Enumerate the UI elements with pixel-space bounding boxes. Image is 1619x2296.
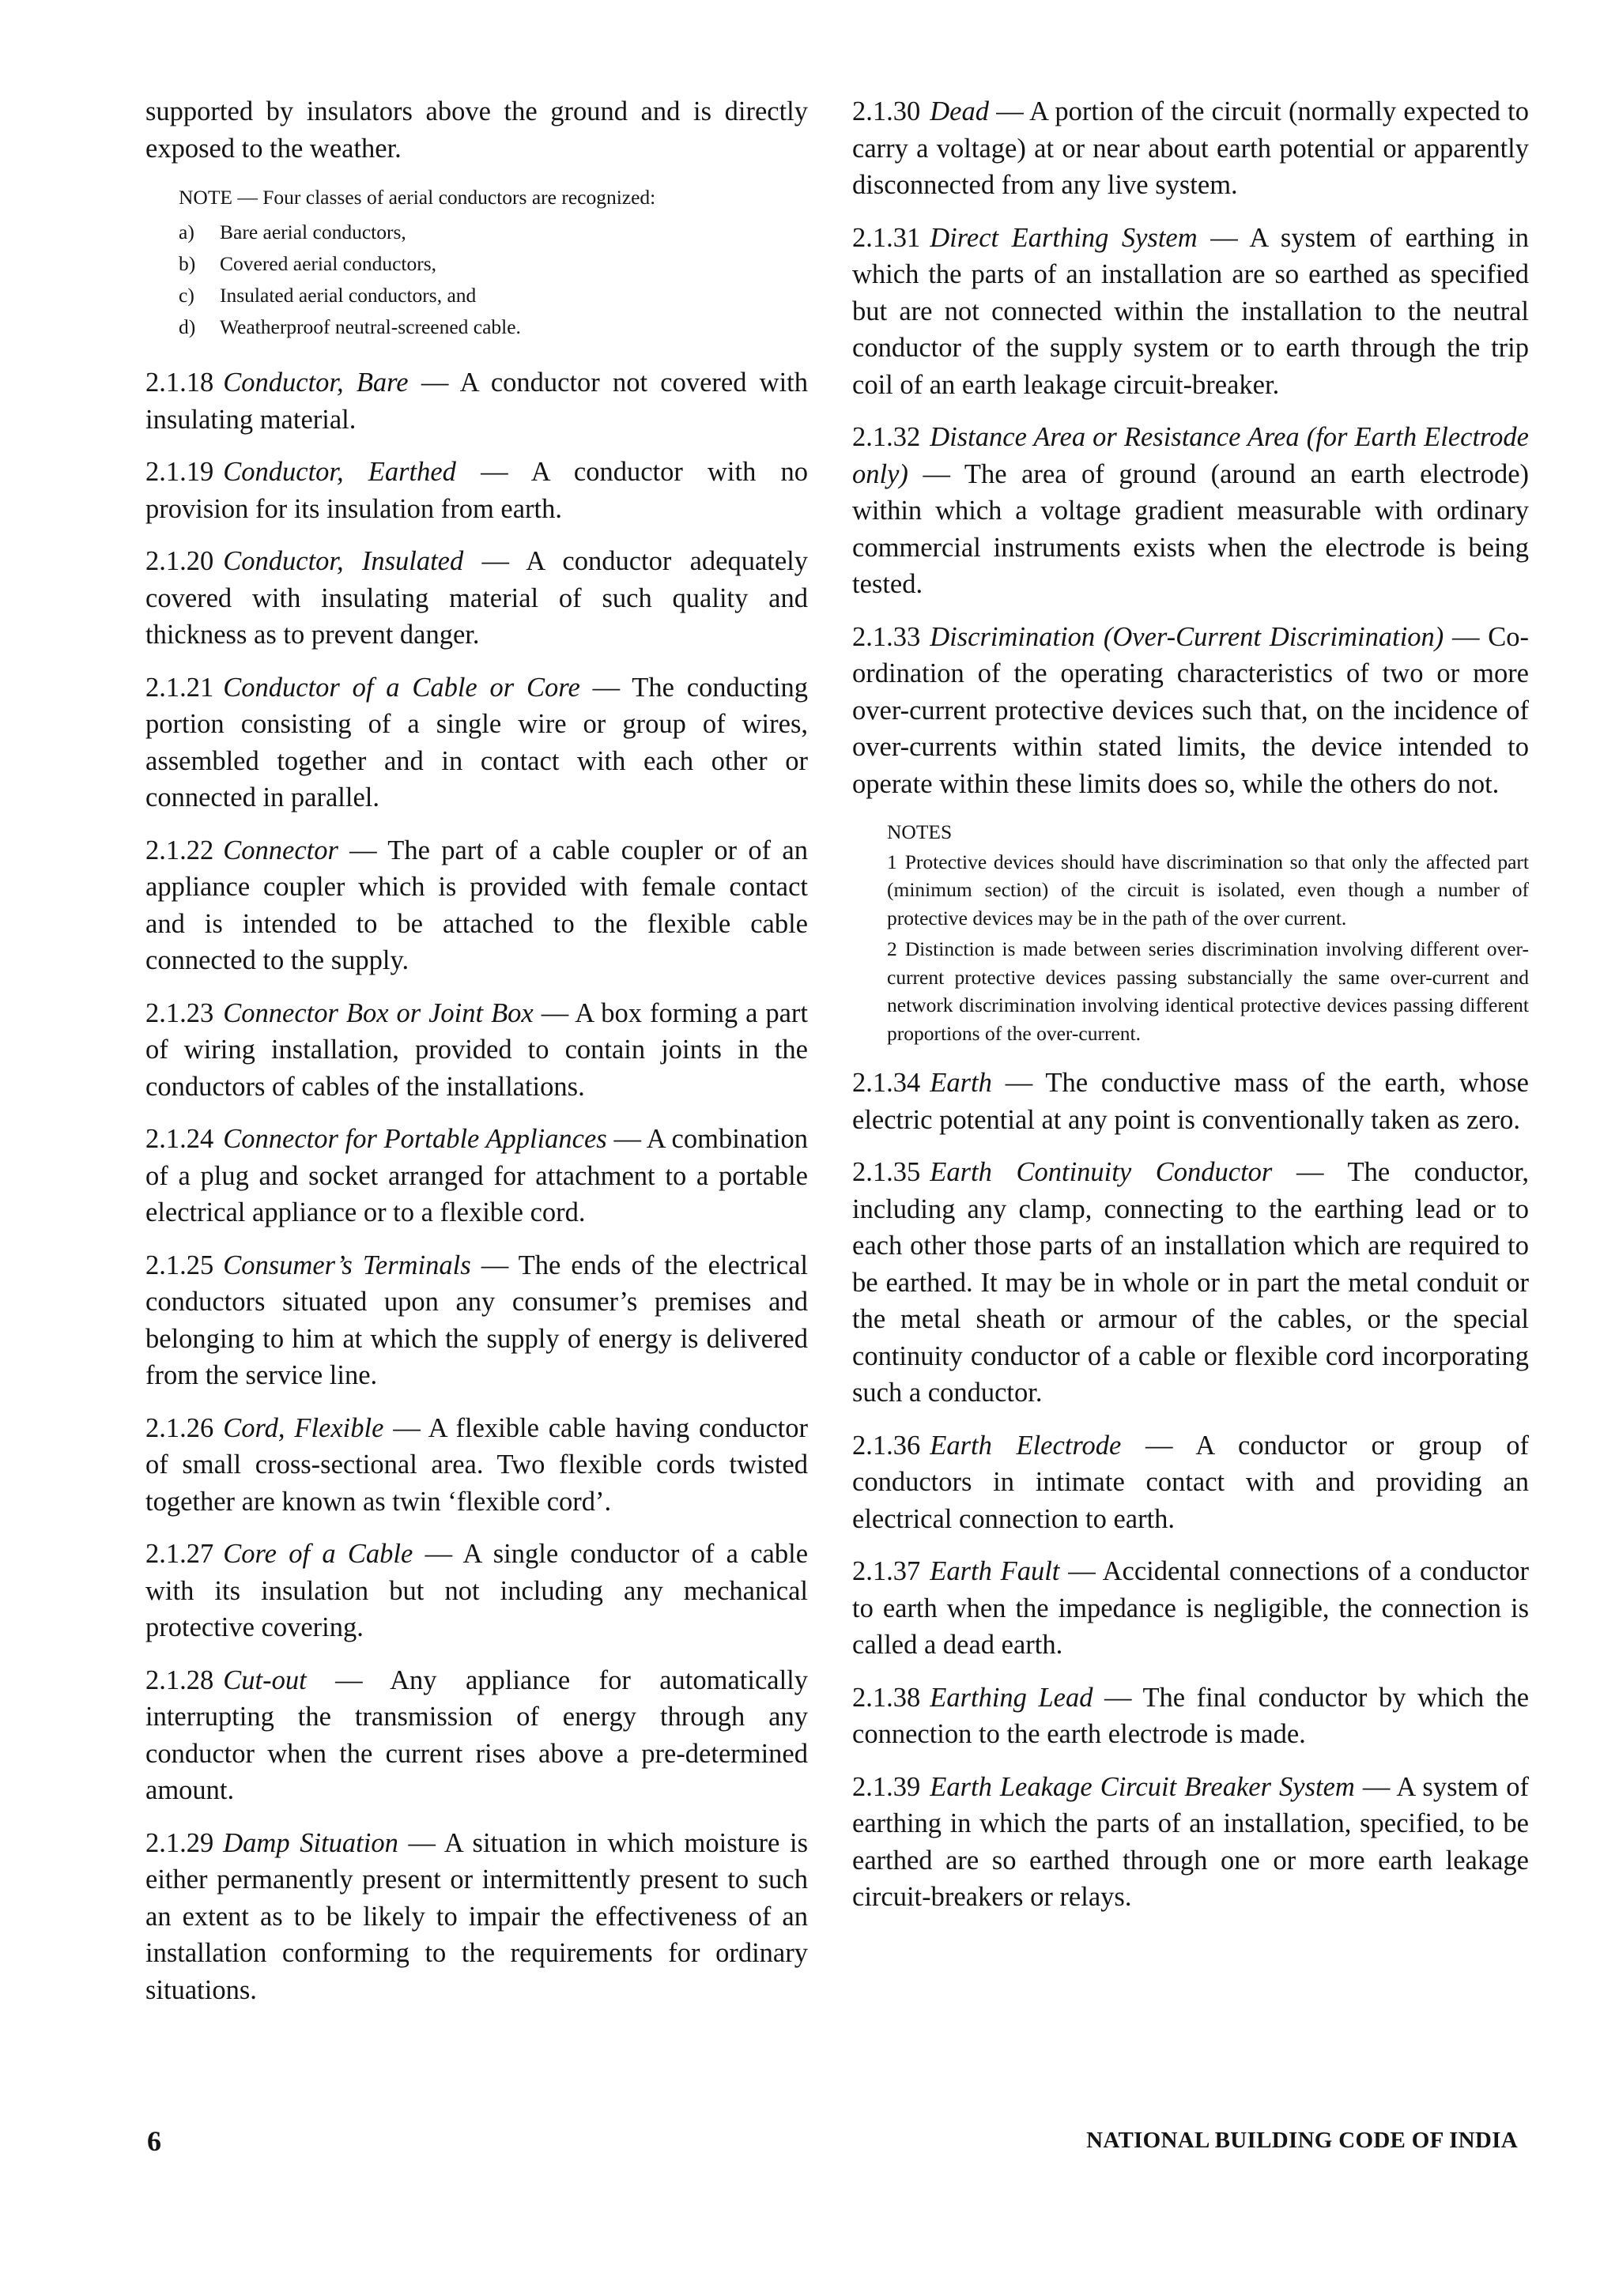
clause-text: — A system of earthing in which the parts of an installation, specified, to be earthed are so earthed through one or more earth leakage circuit-breakers or relays. bbox=[852, 1771, 1530, 1912]
clause-number: 2.1.38 bbox=[852, 1682, 921, 1713]
clause-term: Connector bbox=[223, 835, 338, 865]
clause-term: Direct Earthing System bbox=[930, 222, 1198, 253]
running-title: NATIONAL BUILDING CODE OF INDIA bbox=[1086, 2128, 1518, 2153]
note-1 bbox=[887, 848, 1529, 933]
note-item-text: Insulated aerial conductors, and bbox=[220, 284, 477, 307]
right-clauses-after-notes bbox=[852, 1065, 1529, 1916]
clause-text: — Any appliance for automatically interrupting the transmission of energy through any conductor when the current rises above a pre-determined amount. bbox=[145, 1665, 808, 1805]
clause-text: — A portion of the circuit (normally expected to carry a voltage) at or near about earth potential or apparently disconnected from any live system. bbox=[852, 96, 1530, 200]
clause-2-1-25 bbox=[145, 1247, 808, 1394]
note-item bbox=[179, 249, 808, 279]
clause-2-1-20 bbox=[145, 543, 808, 654]
clause-term: Earth Leakage Circuit Breaker System bbox=[930, 1771, 1355, 1802]
clause-number: 2.1.31 bbox=[852, 222, 921, 253]
clause-2-1-24 bbox=[145, 1121, 808, 1231]
note-item-text: Weatherproof neutral-screened cable. bbox=[220, 315, 521, 338]
clause-term: Earth bbox=[930, 1068, 992, 1098]
clause-term: Cut-out bbox=[223, 1665, 307, 1695]
note-item bbox=[179, 217, 808, 247]
note-number: 1 bbox=[887, 850, 897, 873]
clause-text: — Co-ordination of the operating characteristics of two or more over-current protective devices such that, on the incidence of over-currents within stated limits, the device intended to operate within these limits does so, while the others do not. bbox=[852, 621, 1529, 799]
note-heading: NOTE — Four classes of aerial conductors are recognized: bbox=[179, 186, 656, 209]
clause-text: — A conductor or group of conductors in intimate contact with and providing an electrical connection to earth. bbox=[852, 1430, 1529, 1534]
clause-text: — A box forming a part of wiring installation, provided to contain joints in the conductors of cables of the installations. bbox=[145, 997, 808, 1102]
clause-text: — A conductor adequately covered with insulating material of such quality and thickness as to prevent danger. bbox=[145, 546, 808, 650]
note-number: 2 bbox=[887, 937, 897, 960]
clause-number: 2.1.35 bbox=[852, 1157, 921, 1187]
clause-text: — The ends of the electrical conductors situated upon any consumer’s premises and belonging to him at which the supply of energy is delivered from the service line. bbox=[145, 1250, 809, 1390]
clause-term: Earth Fault bbox=[930, 1556, 1060, 1586]
aerial-conductor-note bbox=[145, 183, 808, 342]
clause-text: — A flexible cable having conductor of small cross-sectional area. Two flexible cords twisted together are known as twin ‘flexible cord’. bbox=[145, 1412, 808, 1517]
clause-2-1-22 bbox=[145, 832, 808, 979]
clause-text: — A conductor with no provision for its insulation from earth. bbox=[145, 457, 808, 524]
note-2 bbox=[887, 935, 1529, 1047]
clause-number: 2.1.30 bbox=[852, 96, 921, 126]
note-item bbox=[179, 312, 808, 342]
clause-number: 2.1.39 bbox=[852, 1771, 921, 1802]
continuation-paragraph: supported by insulators above the ground and is directly exposed to the weather. bbox=[145, 96, 808, 164]
clause-text: — A conductor not covered with insulating material. bbox=[145, 368, 808, 435]
clause-term: Earth Electrode bbox=[930, 1430, 1122, 1461]
clause-term: Earthing Lead bbox=[930, 1682, 1093, 1713]
right-clauses-before-notes bbox=[852, 93, 1529, 802]
clause-term: Conductor, Earthed bbox=[223, 457, 456, 487]
clause-number: 2.1.19 bbox=[145, 457, 214, 487]
clause-text: — The conducting portion consisting of a single wire or group of wires, assembled together and in contact with each other or connected in parallel. bbox=[145, 672, 809, 812]
clause-number: 2.1.27 bbox=[145, 1539, 214, 1569]
clause-number: 2.1.36 bbox=[852, 1430, 921, 1461]
clause-2-1-27 bbox=[145, 1536, 808, 1646]
clause-2-1-30 bbox=[852, 93, 1529, 204]
clause-number: 2.1.33 bbox=[852, 621, 921, 652]
clause-term: Cord, Flexible bbox=[223, 1412, 384, 1443]
clause-2-1-38 bbox=[852, 1680, 1529, 1753]
left-clauses bbox=[145, 364, 808, 2008]
clause-number: 2.1.23 bbox=[145, 997, 214, 1028]
clause-number: 2.1.37 bbox=[852, 1556, 921, 1586]
clause-text: — Accidental connections of a conductor to earth when the impedance is negligible, the connection is called a dead earth. bbox=[852, 1556, 1530, 1660]
clause-number: 2.1.25 bbox=[145, 1250, 214, 1280]
note-item-text: Bare aerial conductors, bbox=[220, 221, 406, 243]
clause-2-1-39 bbox=[852, 1769, 1529, 1916]
clause-2-1-37 bbox=[852, 1553, 1529, 1664]
clause-2-1-28 bbox=[145, 1662, 808, 1809]
clause-text: — A system of earthing in which the parts of an installation are so earthed as specified but are not connected within the installation to the neutral conductor of the supply system or to earth through the trip coil of an earth leakage circuit-breaker. bbox=[852, 222, 1529, 400]
clause-number: 2.1.32 bbox=[852, 422, 921, 452]
note-item-marker: b) bbox=[179, 252, 196, 275]
clause-term: Damp Situation bbox=[223, 1827, 398, 1858]
clause-2-1-23 bbox=[145, 995, 808, 1106]
clause-term: Distance Area or Resistance Area (for Earth Electrode only) bbox=[852, 422, 1529, 489]
clause-term: Conductor, Insulated bbox=[223, 546, 464, 576]
page-number: 6 bbox=[147, 2125, 161, 2157]
clause-number: 2.1.26 bbox=[145, 1412, 214, 1443]
clause-number: 2.1.18 bbox=[145, 368, 214, 398]
note-text: Protective devices should have discrimination so that only the affected part (minimum section) of the circuit is isolated, even though a number of protective devices may be in the path of the over current. bbox=[887, 850, 1529, 929]
clause-text: — A combination of a plug and socket arranged for attachment to a portable electrical appliance or to a flexible cord. bbox=[145, 1124, 809, 1227]
clause-text: — The final conductor by which the connection to the earth electrode is made. bbox=[852, 1682, 1530, 1749]
clause-text: — A situation in which moisture is either permanently present or intermittently present to such an extent as to be likely to impair the effectiveness of an installation conforming to the requirements for ordinary situations. bbox=[145, 1827, 808, 2005]
clause-number: 2.1.24 bbox=[145, 1124, 214, 1154]
clause-number: 2.1.34 bbox=[852, 1068, 921, 1098]
note-item bbox=[179, 281, 808, 311]
clause-2-1-36 bbox=[852, 1427, 1529, 1538]
discrimination-notes bbox=[852, 818, 1529, 1047]
left-column bbox=[145, 93, 808, 2024]
note-item-text: Covered aerial conductors, bbox=[220, 252, 437, 275]
clause-2-1-34 bbox=[852, 1065, 1529, 1138]
note-item-marker: d) bbox=[179, 315, 196, 338]
clause-2-1-31 bbox=[852, 220, 1529, 404]
clause-term: Conductor of a Cable or Core bbox=[223, 672, 580, 703]
clause-term: Connector Box or Joint Box bbox=[223, 997, 534, 1028]
clause-2-1-33 bbox=[852, 619, 1529, 803]
note-item-marker: a) bbox=[179, 221, 194, 243]
clause-2-1-19 bbox=[145, 454, 808, 527]
clause-text: — The area of ground (around an earth electrode) within which a voltage gradient measurable with ordinary commercial instruments exists when the electrode is being tested. bbox=[852, 458, 1530, 599]
clause-text: — The conductor, including any clamp, connecting to the earthing lead or to each other those parts of an installation which are required to be earthed. It may be in whole or in part the metal conduit or the metal sheath or armour of the cables, or the special continuity conductor of a cable or flexible cord incorporating such a conductor. bbox=[852, 1157, 1529, 1408]
note-item-marker: c) bbox=[179, 284, 194, 307]
clause-number: 2.1.29 bbox=[145, 1827, 214, 1858]
clause-term: Dead bbox=[930, 96, 989, 126]
right-column bbox=[852, 93, 1529, 1932]
clause-text: — A single conductor of a cable with its insulation but not including any mechanical protective covering. bbox=[145, 1539, 809, 1642]
clause-text: — The conductive mass of the earth, whose electric potential at any point is conventionally taken as zero. bbox=[852, 1068, 1529, 1135]
clause-term: Consumer’s Terminals bbox=[223, 1250, 471, 1280]
clause-term: Connector for Portable Appliances bbox=[223, 1124, 607, 1154]
clause-text: — The part of a cable coupler or of an appliance coupler which is provided with female contact and is intended to be attached to the flexible cable connected to the supply. bbox=[145, 835, 808, 975]
notes-heading: NOTES bbox=[887, 820, 953, 843]
clause-term: Discrimination (Over-Current Discrimination) bbox=[930, 621, 1444, 652]
clause-term: Core of a Cable bbox=[223, 1539, 413, 1569]
clause-2-1-21 bbox=[145, 669, 808, 816]
clause-2-1-32 bbox=[852, 419, 1529, 603]
note-text: Distinction is made between series discrimination involving different over-current protective devices passing substancially the same over-current and network discrimination involving identical protective devices passing different proportions of the over-current. bbox=[887, 937, 1529, 1045]
clause-number: 2.1.22 bbox=[145, 835, 214, 865]
clause-number: 2.1.21 bbox=[145, 672, 214, 703]
clause-term: Earth Continuity Conductor bbox=[930, 1157, 1273, 1187]
clause-2-1-29 bbox=[145, 1825, 808, 2009]
clause-2-1-18 bbox=[145, 364, 808, 438]
clause-2-1-26 bbox=[145, 1410, 808, 1521]
clause-term: Conductor, Bare bbox=[223, 368, 409, 398]
clause-number: 2.1.20 bbox=[145, 546, 214, 576]
clause-number: 2.1.28 bbox=[145, 1665, 214, 1695]
clause-2-1-35 bbox=[852, 1154, 1529, 1412]
